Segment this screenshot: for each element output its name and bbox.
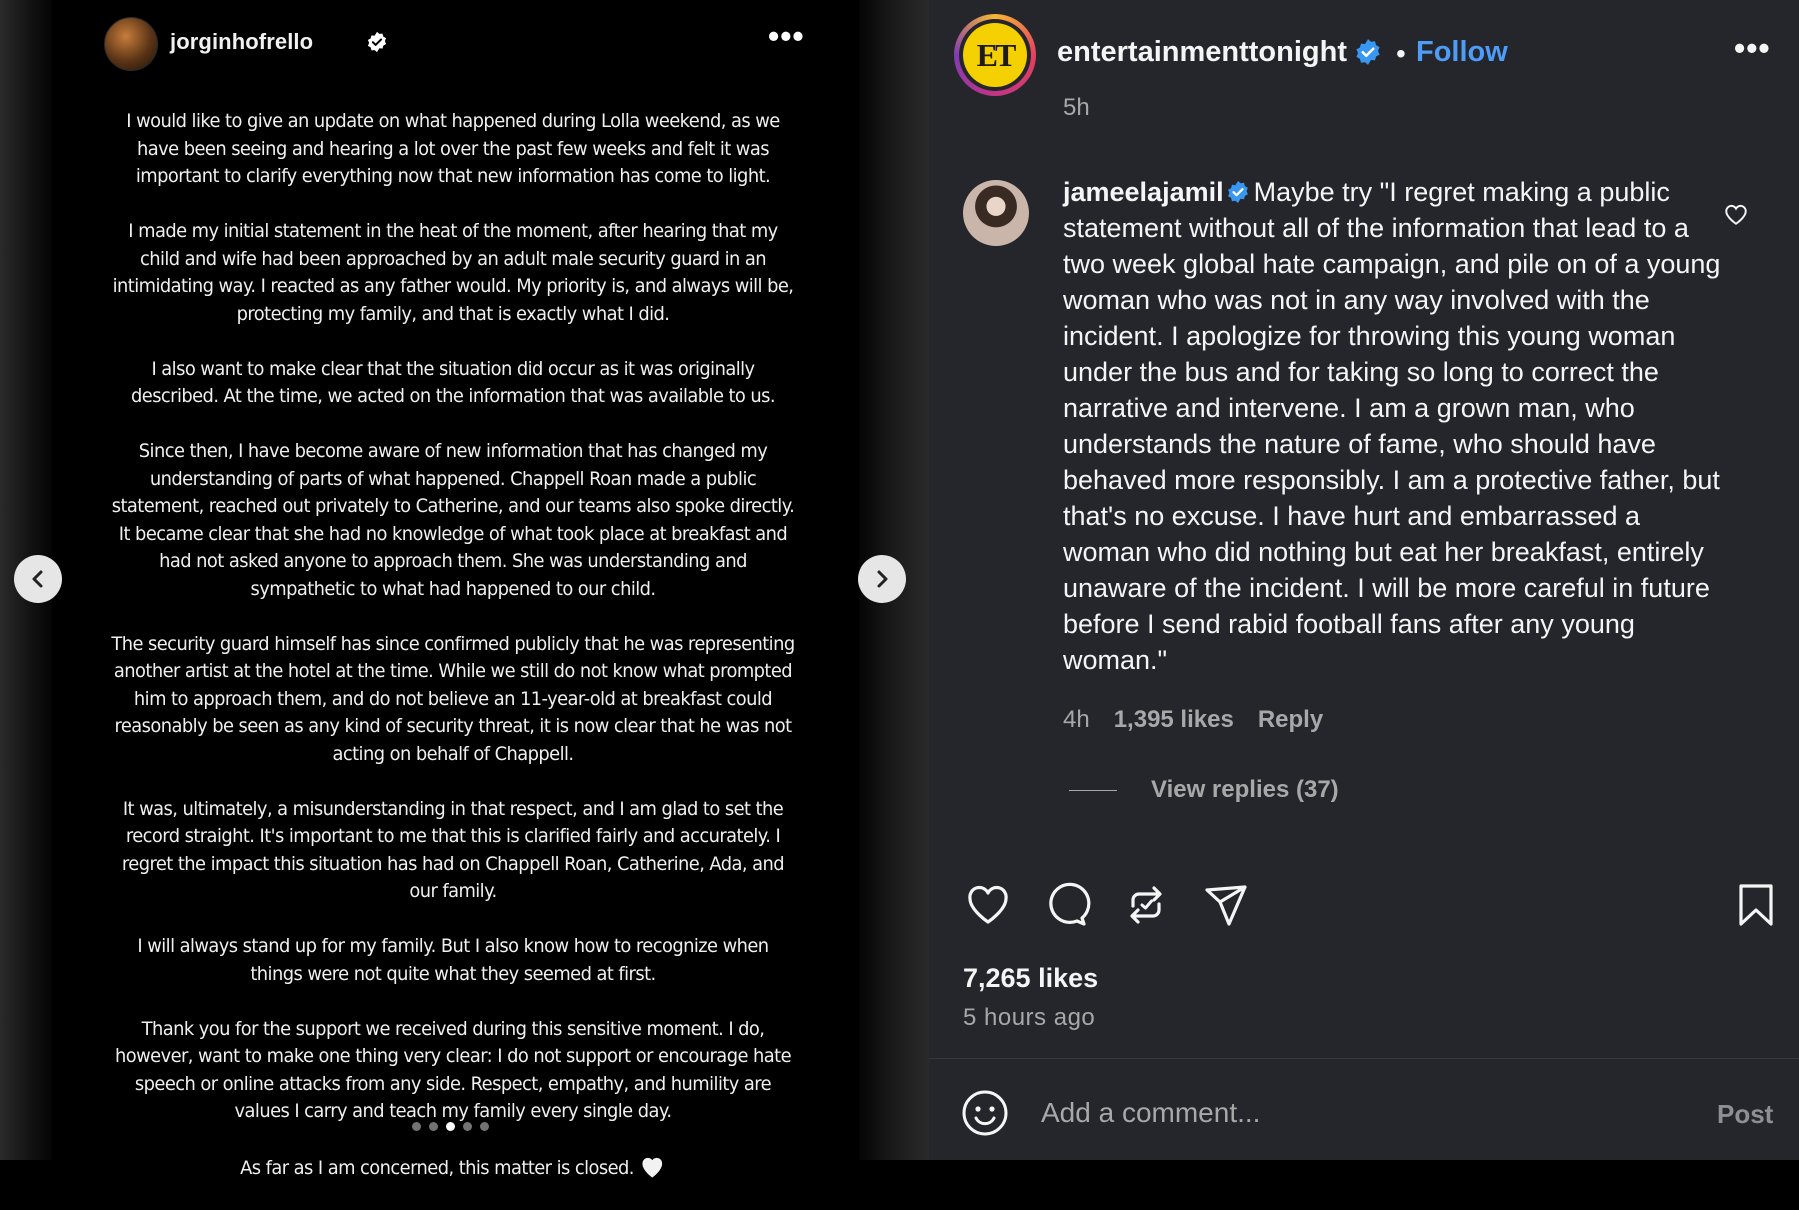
- statement-paragraph: I also want to make clear that the situation did occur as it was originally described. At the time, we acted on the information that was available to us.: [130, 357, 776, 407]
- comment-likes[interactable]: 1,395 likes: [1113, 706, 1234, 733]
- comment-input[interactable]: [1041, 1093, 1581, 1133]
- comment-composer: [929, 1059, 1799, 1160]
- commenter-avatar[interactable]: [963, 180, 1029, 246]
- view-replies-label: View replies (37): [1151, 776, 1339, 803]
- follow-button[interactable]: Follow: [1416, 36, 1508, 68]
- emoji-icon[interactable]: [961, 1089, 1009, 1137]
- et-logo: ET: [963, 23, 1027, 87]
- account-avatar: [959, 19, 1031, 91]
- post-likes-count[interactable]: 7,265 likes: [963, 963, 1099, 993]
- statement-paragraph: I would like to give an update on what happened during Lolla weekend, as we have been seeing and hearing a lot over the past few weeks and felt it was important to clarify everything now that new information has come to light.: [126, 110, 780, 187]
- statement-paragraph: Since then, I have become aware of new information that has changed my understanding of parts of what happened. Chappell Roan made a public statement, reached out privately to Catherine, and our teams also spoke directly. It became clear that she had no knowledge of what took place at breakfast and had not asked anyone to approach them. She was understanding and sympathetic to what had happened to our child.: [111, 440, 795, 600]
- separator-dot: •: [1396, 38, 1406, 69]
- statement-text: [88, 108, 818, 1210]
- chevron-right-icon: [872, 569, 892, 589]
- slide-header: [52, 14, 812, 72]
- reply-button[interactable]: Reply: [1257, 706, 1324, 733]
- carousel-dot[interactable]: [463, 1122, 472, 1131]
- carousel-dot[interactable]: [446, 1122, 455, 1131]
- chevron-left-icon: [28, 569, 48, 589]
- verified-icon: [366, 31, 388, 53]
- comment-meta: [1063, 706, 1323, 734]
- repost-icon[interactable]: [1121, 880, 1171, 930]
- account-name[interactable]: entertainmenttonight: [1057, 36, 1347, 68]
- heart-icon[interactable]: [963, 880, 1013, 930]
- statement-paragraph: I will always stand up for my family. But I also know how to recognize when things were not quite what they seemed at first.: [137, 935, 769, 985]
- post-header: [929, 0, 1799, 108]
- comment-time: 4h: [1063, 706, 1090, 733]
- statement-paragraph: Thank you for the support we received during this sensitive moment. I do, however, want to make one thing very clear: I do not support or encourage hate speech or online attacks from any side. Respect, empathy, and humility are values I carry and teach my family every single day.: [114, 1017, 792, 1122]
- replies-divider-line: [1069, 790, 1117, 791]
- statement-paragraph: It was, ultimately, a misunderstanding in that respect, and I am glad to set the record straight. It's important to me that this is clarified fairly and accurately. I regret the impact this situation has had on Chappell Roan, Catherine, Ada, and our family.: [121, 797, 785, 902]
- statement-paragraph: I made my initial statement in the heat of the moment, after hearing that my child and wife had been approached by an adult male security guard in an intimidating way. I reacted as any father would. My priority is, and always will be, protecting my family, and that is exactly what I did.: [112, 220, 794, 325]
- verified-icon: [1226, 180, 1250, 204]
- more-icon[interactable]: •••: [1734, 30, 1771, 66]
- account-avatar-story-ring[interactable]: [954, 14, 1036, 96]
- slide-avatar: [104, 17, 158, 71]
- statement-closing: [110, 1153, 796, 1183]
- post-actions: [929, 870, 1799, 930]
- white-heart-icon: [640, 1153, 666, 1179]
- post-comment-button[interactable]: Post: [1717, 1099, 1774, 1129]
- carousel-prev-button[interactable]: [14, 555, 62, 603]
- commenter-username[interactable]: jameelajamil: [1063, 177, 1224, 207]
- caption-timestamp: 5h: [1063, 94, 1090, 121]
- verified-icon: [1354, 38, 1382, 66]
- comment-body: [1063, 174, 1723, 678]
- heart-icon[interactable]: [1723, 202, 1749, 226]
- share-icon[interactable]: [1201, 880, 1251, 930]
- more-icon[interactable]: •••: [768, 18, 805, 54]
- post-timestamp: 5 hours ago: [963, 1004, 1096, 1031]
- carousel-dot[interactable]: [480, 1122, 489, 1131]
- statement-closing-text: As far as I am concerned, this matter is closed.: [240, 1157, 634, 1179]
- comments-pane: [929, 0, 1799, 1160]
- comment-text: Maybe try "I regret making a public statement without all of the information that lead to a two week global hate campaign, and pile on of a young woman who was not in any way involved with the incident. I apologize for throwing this young woman under the bus and for taking so long to correct the narrative and intervene. I am a grown man, who understands the nature of fame, who should have behaved more responsibly. I am a protective father, but that's no excuse. I have hurt and embarrassed a woman who did nothing but eat her breakfast, entirely unaware of the incident. I will be more careful in future before I send rabid football fans after any young woman.": [1063, 177, 1721, 675]
- carousel-next-button[interactable]: [858, 555, 906, 603]
- carousel-dot[interactable]: [412, 1122, 421, 1131]
- view-replies-button[interactable]: [1069, 776, 1339, 804]
- statement-paragraph: The security guard himself has since confirmed publicly that he was representing another artist at the hotel at the time. While we still do not know what prompted him to approach them, and do not believe an 11-year-old at breakfast could reasonably be seen as any kind of security threat, it is now clear that he was not acting on behalf of Chappell.: [111, 632, 795, 765]
- carousel-dot[interactable]: [429, 1122, 438, 1131]
- bookmark-icon[interactable]: [1731, 880, 1781, 930]
- slide-username: jorginhofrello: [170, 29, 314, 54]
- comment-icon[interactable]: [1041, 880, 1091, 930]
